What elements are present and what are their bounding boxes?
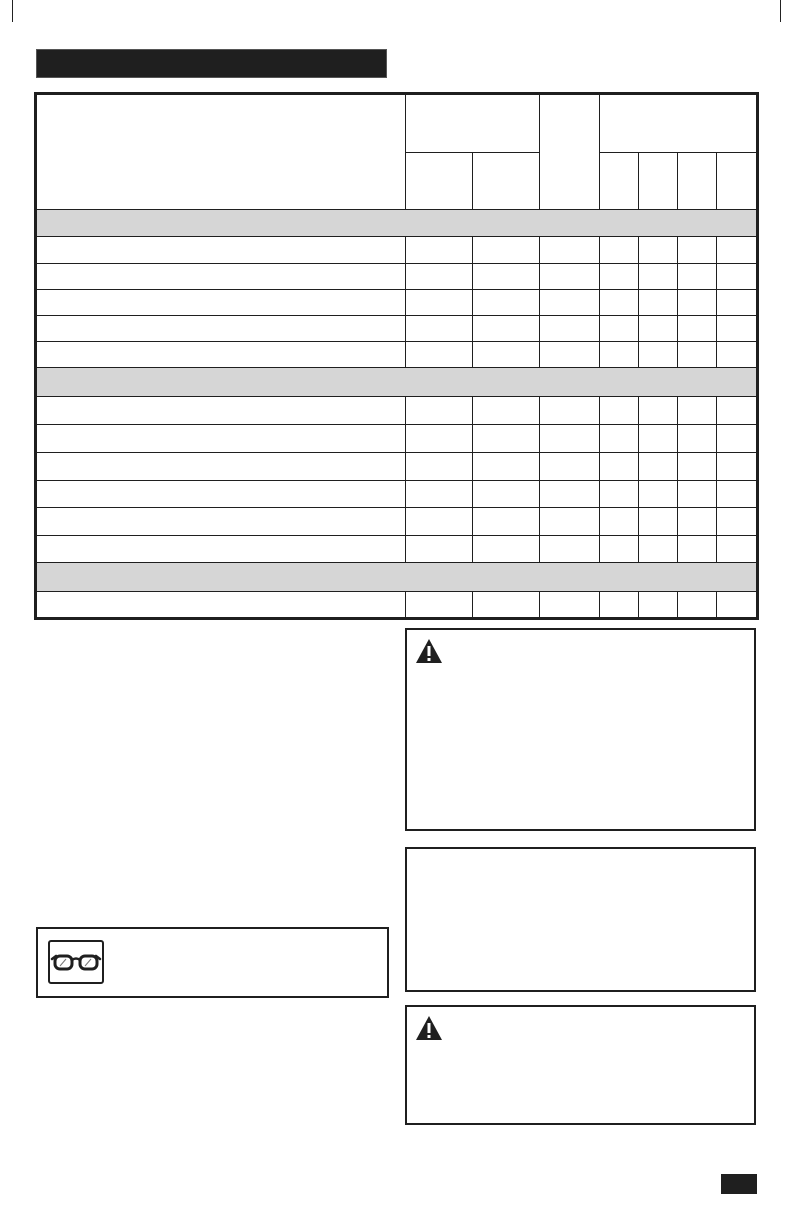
table-cell — [406, 342, 473, 368]
table-cell — [717, 290, 757, 316]
table-row — [37, 536, 757, 563]
table-cell — [37, 592, 406, 618]
table-cell — [717, 316, 757, 342]
warning-panel-bottom — [405, 1005, 756, 1125]
table-cell — [540, 237, 600, 264]
table-cell — [540, 264, 600, 290]
table-cell — [406, 481, 473, 508]
header-subcell — [717, 153, 757, 210]
table-cell — [37, 453, 406, 481]
table-row — [37, 264, 757, 290]
table-cell — [639, 342, 678, 368]
table-cell — [37, 290, 406, 316]
table-cell — [540, 592, 600, 618]
header-subcell — [639, 153, 678, 210]
table-group-label — [37, 368, 757, 397]
table-cell — [540, 536, 600, 563]
table-cell — [639, 237, 678, 264]
maintenance-schedule-table — [36, 94, 757, 618]
warning-triangle-icon — [415, 638, 443, 664]
section-heading — [37, 55, 45, 71]
table-cell — [406, 536, 473, 563]
table-cell — [473, 397, 540, 425]
table-cell — [406, 453, 473, 481]
table-cell — [639, 316, 678, 342]
table-cell — [540, 508, 600, 536]
table-cell — [473, 536, 540, 563]
table-cell — [717, 425, 757, 453]
header-cell-single — [540, 95, 600, 210]
table-cell — [678, 453, 717, 481]
header-cell-group-b — [600, 95, 757, 153]
table-cell — [37, 316, 406, 342]
table-cell — [600, 237, 639, 264]
table-cell — [639, 536, 678, 563]
table-group-label — [37, 563, 757, 592]
table-row — [37, 453, 757, 481]
table-cell — [600, 397, 639, 425]
table-cell — [678, 481, 717, 508]
warning-triangle-icon — [415, 1015, 443, 1041]
table-cell — [678, 342, 717, 368]
notice-panel — [405, 847, 756, 992]
table-cell — [37, 536, 406, 563]
eye-protection-note-box — [36, 927, 389, 998]
table-cell — [600, 508, 639, 536]
table-cell — [600, 342, 639, 368]
table-cell — [678, 264, 717, 290]
table-cell — [406, 316, 473, 342]
table-cell — [540, 481, 600, 508]
table-cell — [473, 342, 540, 368]
table-cell — [37, 508, 406, 536]
table-cell — [600, 453, 639, 481]
table-cell — [717, 592, 757, 618]
table-cell — [717, 264, 757, 290]
table-cell — [717, 481, 757, 508]
table-cell — [406, 237, 473, 264]
table-body — [37, 210, 757, 618]
table-cell — [473, 453, 540, 481]
table-cell — [717, 342, 757, 368]
table-cell — [473, 316, 540, 342]
table-cell — [473, 237, 540, 264]
table-group-row — [37, 368, 757, 397]
table-header-row-1 — [37, 95, 757, 153]
table-cell — [678, 508, 717, 536]
table-cell — [540, 316, 600, 342]
table-row — [37, 481, 757, 508]
table-cell — [717, 453, 757, 481]
table-cell — [600, 316, 639, 342]
table-row — [37, 237, 757, 264]
table-cell — [717, 397, 757, 425]
table-cell — [37, 425, 406, 453]
table-cell — [600, 481, 639, 508]
table-cell — [473, 290, 540, 316]
table-cell — [639, 481, 678, 508]
table-cell — [37, 237, 406, 264]
table-cell — [540, 453, 600, 481]
table-group-row — [37, 210, 757, 237]
table-cell — [600, 264, 639, 290]
table-cell — [540, 397, 600, 425]
table-row — [37, 290, 757, 316]
table-row — [37, 592, 757, 618]
header-subcell — [600, 153, 639, 210]
table-cell — [717, 237, 757, 264]
cut-mark-left — [12, 0, 13, 22]
table-cell — [473, 264, 540, 290]
table-cell — [600, 425, 639, 453]
table-cell — [678, 425, 717, 453]
table-group-row — [37, 563, 757, 592]
table-row — [37, 508, 757, 536]
table-cell — [639, 264, 678, 290]
table-cell — [600, 536, 639, 563]
table-cell — [540, 290, 600, 316]
table-cell — [678, 237, 717, 264]
table-cell — [473, 508, 540, 536]
table-cell — [406, 397, 473, 425]
table-cell — [540, 342, 600, 368]
table-cell — [678, 536, 717, 563]
header-cell-item — [37, 95, 406, 210]
warning-panel-top — [405, 628, 756, 831]
header-cell-group-a — [406, 95, 540, 153]
table-cell — [639, 425, 678, 453]
table-cell — [473, 592, 540, 618]
table-cell — [406, 592, 473, 618]
table-cell — [406, 290, 473, 316]
table-cell — [639, 397, 678, 425]
header-subcell — [473, 153, 540, 210]
section-heading-bar — [36, 49, 387, 78]
table-cell — [678, 316, 717, 342]
table-cell — [639, 592, 678, 618]
table-cell — [678, 397, 717, 425]
table-cell — [37, 481, 406, 508]
page-number-tab — [721, 1174, 757, 1194]
header-subcell — [406, 153, 473, 210]
table-row — [37, 425, 757, 453]
table-cell — [600, 290, 639, 316]
table-cell — [473, 425, 540, 453]
table-cell — [37, 397, 406, 425]
table-cell — [473, 481, 540, 508]
cut-mark-right — [780, 0, 781, 22]
table-cell — [678, 290, 717, 316]
table-row — [37, 397, 757, 425]
table-cell — [37, 342, 406, 368]
table-cell — [717, 508, 757, 536]
table-cell — [406, 508, 473, 536]
table-row — [37, 342, 757, 368]
table-cell — [678, 592, 717, 618]
table-row — [37, 316, 757, 342]
table-cell — [717, 536, 757, 563]
table-cell — [37, 264, 406, 290]
table-cell — [406, 264, 473, 290]
table-cell — [639, 508, 678, 536]
header-subcell — [678, 153, 717, 210]
table-cell — [406, 425, 473, 453]
safety-glasses-icon — [48, 940, 104, 984]
table-cell — [639, 290, 678, 316]
table-cell — [540, 425, 600, 453]
table-group-label — [37, 210, 757, 237]
table-cell — [639, 453, 678, 481]
table-cell — [600, 592, 639, 618]
